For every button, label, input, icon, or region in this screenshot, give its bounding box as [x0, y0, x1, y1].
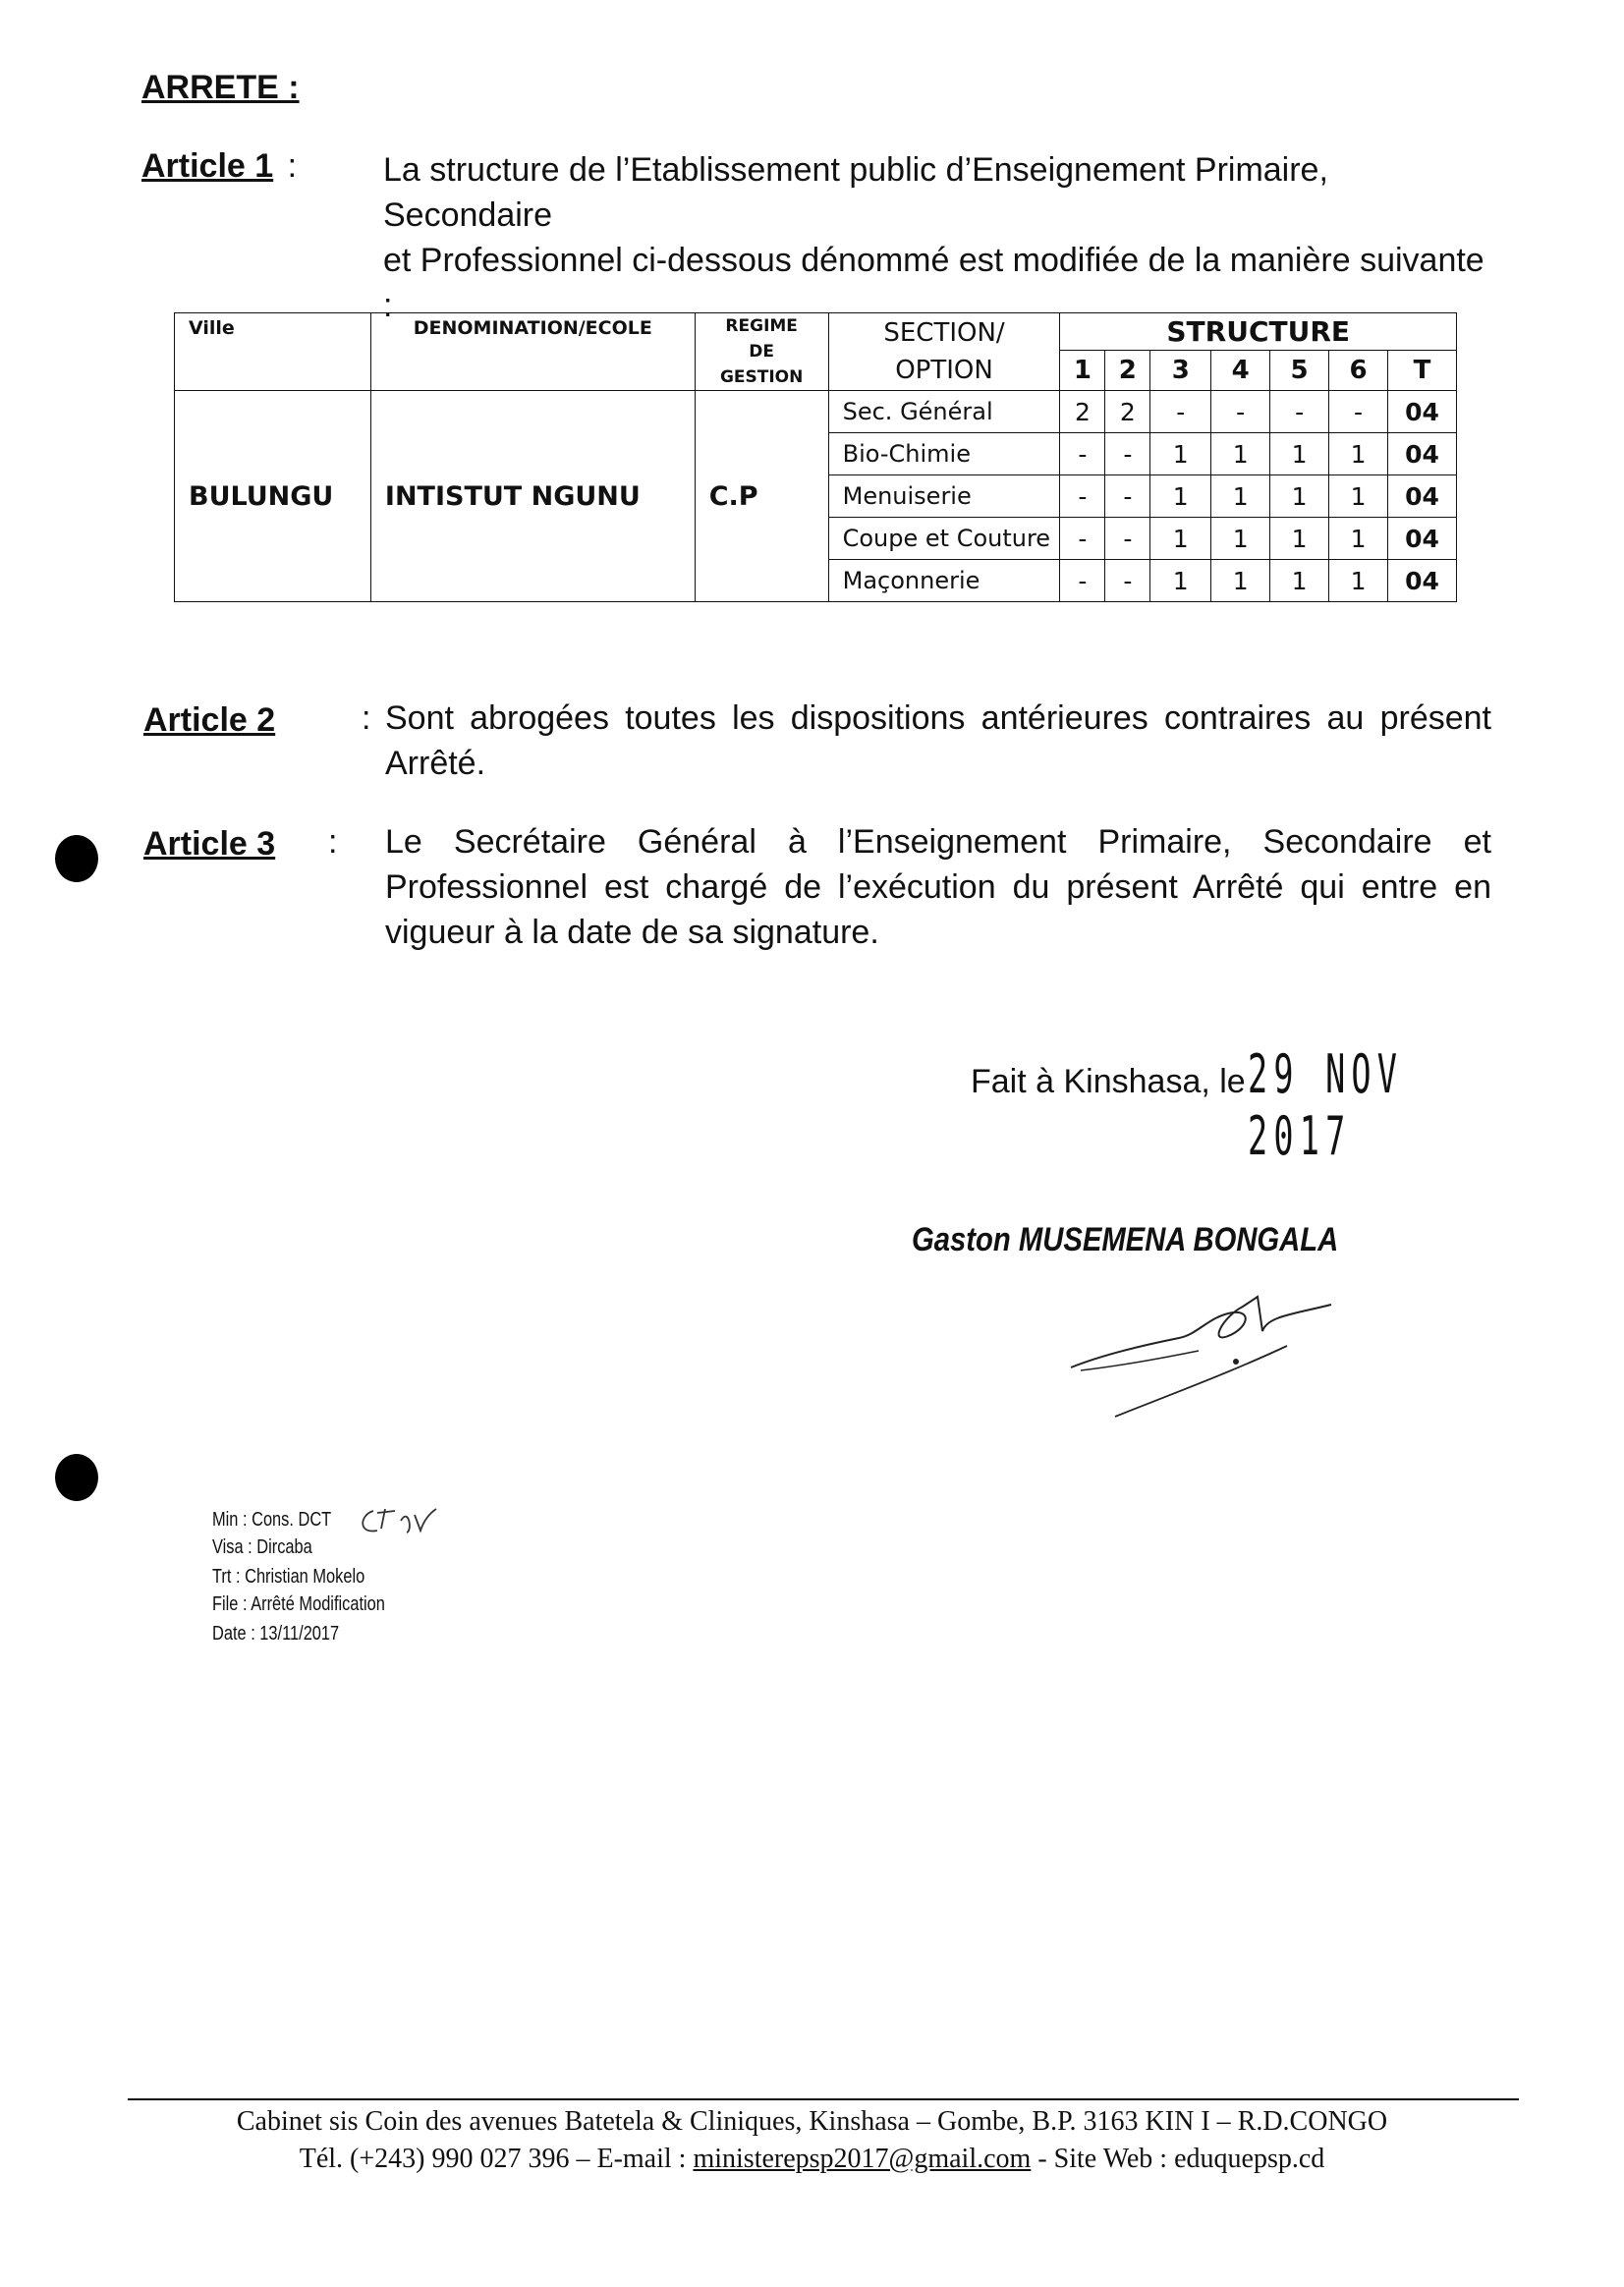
footer-website: - Site Web : eduquepsp.cd — [1031, 2144, 1325, 2174]
article-3-line: vigueur à la date de sa signature. — [385, 914, 879, 951]
cell-value: 2 — [1105, 391, 1150, 433]
header-regime — [695, 313, 828, 391]
cell-value: 1 — [1270, 433, 1329, 475]
cell-value: 1 — [1150, 518, 1211, 560]
footer-email-link[interactable]: ministerepsp2017@gmail.com — [693, 2144, 1032, 2174]
signatory-name: Gaston MUSEMENA BONGALA — [912, 1221, 1339, 1258]
header-section — [828, 313, 1060, 391]
cell-option: Sec. Général — [828, 391, 1060, 433]
header-regime-line: REGIME — [725, 316, 798, 336]
cell-value: 1 — [1329, 475, 1388, 518]
footer-divider — [128, 2098, 1519, 2100]
cell-value: 1 — [1150, 433, 1211, 475]
header-year-1: 1 — [1060, 351, 1105, 391]
article-1-line: et Professionnel ci-dessous dénommé est modifiée de la manière suivante : — [383, 242, 1484, 324]
article-1-text — [383, 147, 1493, 328]
cell-value: - — [1270, 391, 1329, 433]
header-year-2: 2 — [1105, 351, 1150, 391]
article-2-line: Sont abrogées toutes les dispositions antérieures contraires au présent — [385, 699, 1491, 737]
cell-value: - — [1211, 391, 1270, 433]
cell-option: Maçonnerie — [828, 560, 1060, 602]
footer-phone: Tél. (+243) 990 027 396 – E-mail : — [299, 2144, 694, 2174]
handwritten-signature — [1061, 1277, 1356, 1424]
cell-value: 1 — [1150, 475, 1211, 518]
meta-min: Min : Cons. DCT — [212, 1509, 332, 1531]
cell-ecole: INTISTUT NGUNU — [370, 391, 695, 602]
meta-date: Date : 13/11/2017 — [212, 1623, 340, 1645]
cell-option: Coupe et Couture — [828, 518, 1060, 560]
header-regime-line: DE — [749, 342, 775, 362]
article-2-label: Article 2 — [143, 701, 276, 739]
cell-value: - — [1060, 433, 1105, 475]
table-row — [175, 391, 1457, 433]
article-3-label: Article 3 — [143, 825, 276, 863]
header-denomination: DENOMINATION/ECOLE — [370, 313, 695, 391]
cell-value: 1 — [1211, 560, 1270, 602]
article-2-separator: : — [362, 699, 371, 737]
initials-scribble — [352, 1501, 460, 1550]
cell-value: - — [1060, 475, 1105, 518]
cell-value: 1 — [1329, 560, 1388, 602]
header-section-line: OPTION — [895, 356, 993, 385]
cell-value: 1 — [1270, 518, 1329, 560]
meta-treatment: Trt : Christian Mokelo — [212, 1566, 365, 1588]
article-1 — [141, 147, 297, 186]
header-structure: STRUCTURE — [1060, 313, 1457, 351]
date-stamp: 29 NOV 2017 — [1248, 1043, 1404, 1167]
cell-value: 1 — [1211, 475, 1270, 518]
cell-value: 1 — [1329, 518, 1388, 560]
cell-value: - — [1060, 560, 1105, 602]
cell-total: 04 — [1387, 475, 1456, 518]
cell-regime: C.P — [695, 391, 828, 602]
article-1-label: Article 1 — [141, 147, 274, 185]
meta-visa: Visa : Dircaba — [212, 1536, 312, 1558]
header-year-6: 6 — [1329, 351, 1388, 391]
cell-ville: BULUNGU — [175, 391, 371, 602]
header-ville: Ville — [175, 313, 371, 391]
cell-value: - — [1060, 518, 1105, 560]
cell-total: 04 — [1387, 433, 1456, 475]
header-year-total: T — [1387, 351, 1456, 391]
article-3-separator: : — [328, 823, 338, 861]
article-2-line: Arrêté. — [385, 745, 486, 782]
cell-value: - — [1150, 391, 1211, 433]
footer-contact — [0, 2144, 1624, 2175]
punch-hole-mark — [55, 1454, 98, 1501]
cell-value: - — [1105, 433, 1150, 475]
cell-value: 1 — [1270, 560, 1329, 602]
cell-value: - — [1105, 518, 1150, 560]
cell-value: 1 — [1270, 475, 1329, 518]
article-3-line: Professionnel est chargé de l’exécution du présent Arrêté qui entre en — [385, 868, 1491, 906]
article-3 — [143, 825, 275, 864]
cell-total: 04 — [1387, 560, 1456, 602]
header-regime-line: GESTION — [719, 367, 804, 387]
decree-heading: ARRETE : — [141, 69, 300, 106]
header-section-line: SECTION/ — [883, 318, 1005, 348]
cell-option: Bio-Chimie — [828, 433, 1060, 475]
footer-address: Cabinet sis Coin des avenues Batetela & Cliniques, Kinshasa – Gombe, B.P. 3163 KIN I – R.D.CONGO — [236, 2106, 1388, 2137]
cell-total: 04 — [1387, 518, 1456, 560]
article-2 — [143, 701, 275, 740]
punch-hole-mark — [55, 835, 98, 882]
article-2-text — [385, 696, 1491, 786]
cell-total: 04 — [1387, 391, 1456, 433]
article-1-separator: : — [287, 147, 298, 185]
article-1-line: La structure de l’Etablissement public d’Enseignement Primaire, Secondaire — [383, 151, 1328, 234]
cell-value: 2 — [1060, 391, 1105, 433]
cell-value: 1 — [1329, 433, 1388, 475]
cell-value: 1 — [1150, 560, 1211, 602]
article-3-line: Le Secrétaire Général à l’Enseignement Primaire, Secondaire et — [385, 823, 1491, 861]
structure-table — [174, 312, 1457, 602]
cell-value: - — [1329, 391, 1388, 433]
cell-value: 1 — [1211, 518, 1270, 560]
header-year-4: 4 — [1211, 351, 1270, 391]
meta-file: File : Arrêté Modification — [212, 1593, 385, 1615]
cell-value: 1 — [1211, 433, 1270, 475]
header-year-3: 3 — [1150, 351, 1211, 391]
cell-option: Menuiserie — [828, 475, 1060, 518]
header-year-5: 5 — [1270, 351, 1329, 391]
cell-value: - — [1105, 475, 1150, 518]
article-3-text — [385, 819, 1491, 955]
cell-value: - — [1105, 560, 1150, 602]
place-date-text: Fait à Kinshasa, le — [971, 1063, 1246, 1100]
